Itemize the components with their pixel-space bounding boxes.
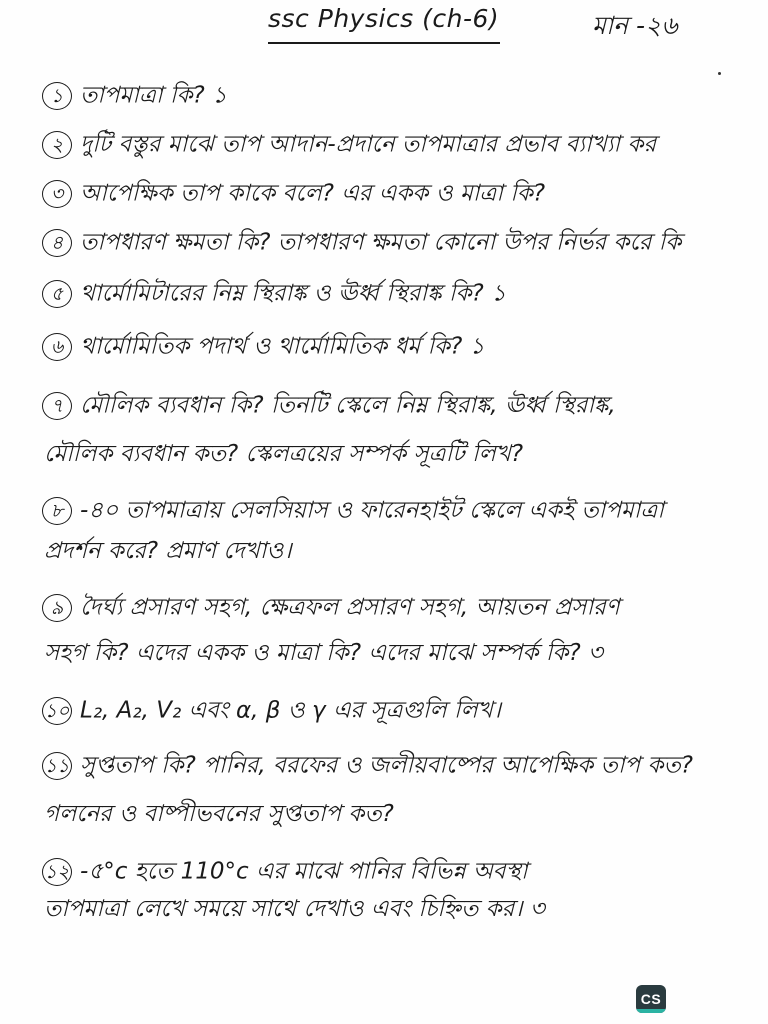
question-9-continuation bbox=[44, 642, 603, 665]
question-6 bbox=[42, 333, 485, 361]
question-11-continuation bbox=[44, 803, 394, 826]
question-text: L₂, A₂, V₂ এবং α, β ও γ এর সূত্রগুলি লিখ। bbox=[80, 697, 501, 724]
question-number: ১১ bbox=[42, 752, 72, 780]
question-1 bbox=[42, 82, 227, 110]
question-4 bbox=[42, 229, 681, 257]
question-8-continuation bbox=[44, 540, 292, 563]
question-11 bbox=[42, 752, 693, 780]
question-number: ১০ bbox=[42, 697, 72, 725]
question-text: তাপমাত্রা কি? ১ bbox=[80, 82, 227, 109]
question-7 bbox=[42, 392, 616, 420]
question-number: ৮ bbox=[42, 497, 72, 525]
question-text: গলনের ও বাষ্পীভবনের সুপ্ততাপ কত? bbox=[44, 801, 394, 827]
question-number: ৩ bbox=[42, 180, 72, 208]
question-text: তাপমাত্রা লেখে সময়ে সাথে দেখাও এবং চিহ্নিত কর। ৩ bbox=[44, 896, 545, 922]
question-text: -৪০ তাপমাত্রায় সেলসিয়াস ও ফারেনহাইট স্কেলে একই তাপমাত্রা bbox=[80, 497, 664, 524]
total-marks: মান -২৬ bbox=[592, 11, 678, 40]
question-text: থার্মোমিটারের নিম্ন স্থিরাঙ্ক ও ঊর্ধ্ব স্থিরাঙ্ক কি? ১ bbox=[80, 280, 507, 307]
question-text: থার্মোমিতিক পদার্থ ও থার্মোমিতিক ধর্ম কি? ১ bbox=[80, 333, 485, 360]
question-number: ৭ bbox=[42, 392, 72, 420]
question-text: সহগ কি? এদের একক ও মাত্রা কি? এদের মাঝে সম্পর্ক কি? ৩ bbox=[44, 640, 603, 666]
ink-dot bbox=[718, 72, 721, 75]
question-text: প্রদর্শন করে? প্রমাণ দেখাও। bbox=[44, 538, 292, 564]
question-7-continuation bbox=[44, 443, 523, 466]
question-text: দৈর্ঘ্য প্রসারণ সহগ, ক্ষেত্রফল প্রসারণ সহগ, আয়তন প্রসারণ bbox=[80, 594, 620, 621]
question-number: ৬ bbox=[42, 333, 72, 361]
page-title: ssc Physics (ch-6) bbox=[268, 4, 500, 33]
question-text: মৌলিক ব্যবধান কত? স্কেলত্রয়ের সম্পর্ক সূত্রটি লিখ? bbox=[44, 441, 524, 467]
question-9 bbox=[42, 594, 620, 622]
question-number: ১২ bbox=[42, 858, 72, 886]
question-5 bbox=[42, 280, 506, 308]
question-text: তাপধারণ ক্ষমতা কি? তাপধারণ ক্ষমতা কোনো উপর নির্ভর করে কি bbox=[80, 229, 682, 256]
question-text: সুপ্ততাপ কি? পানির, বরফের ও জলীয়বাষ্পের আপেক্ষিক তাপ কত? bbox=[80, 752, 693, 779]
camscanner-logo: CS bbox=[636, 985, 666, 1013]
question-text: আপেক্ষিক তাপ কাকে বলে? এর একক ও মাত্রা কি? bbox=[80, 180, 546, 207]
question-number: ৯ bbox=[42, 594, 72, 622]
question-3 bbox=[42, 180, 545, 208]
question-10 bbox=[42, 697, 501, 725]
question-number: ১ bbox=[42, 82, 72, 110]
question-number: ২ bbox=[42, 131, 72, 159]
title-underline bbox=[268, 42, 500, 44]
question-2 bbox=[42, 131, 656, 159]
question-8 bbox=[42, 497, 664, 525]
question-12-continuation bbox=[44, 898, 545, 921]
question-number: ৪ bbox=[42, 229, 72, 257]
question-text: -৫°c হতে 110°c এর মাঝে পানির বিভিন্ন অবস্থা bbox=[80, 858, 528, 885]
question-number: ৫ bbox=[42, 280, 72, 308]
question-12 bbox=[42, 858, 528, 886]
question-text: দুটি বস্তুর মাঝে তাপ আদান-প্রদানে তাপমাত্রার প্রভাব ব্যাখ্যা কর bbox=[80, 131, 657, 158]
question-text: মৌলিক ব্যবধান কি? তিনটি স্কেলে নিম্ন স্থিরাঙ্ক, ঊর্ধ্ব স্থিরাঙ্ক, bbox=[80, 392, 616, 419]
